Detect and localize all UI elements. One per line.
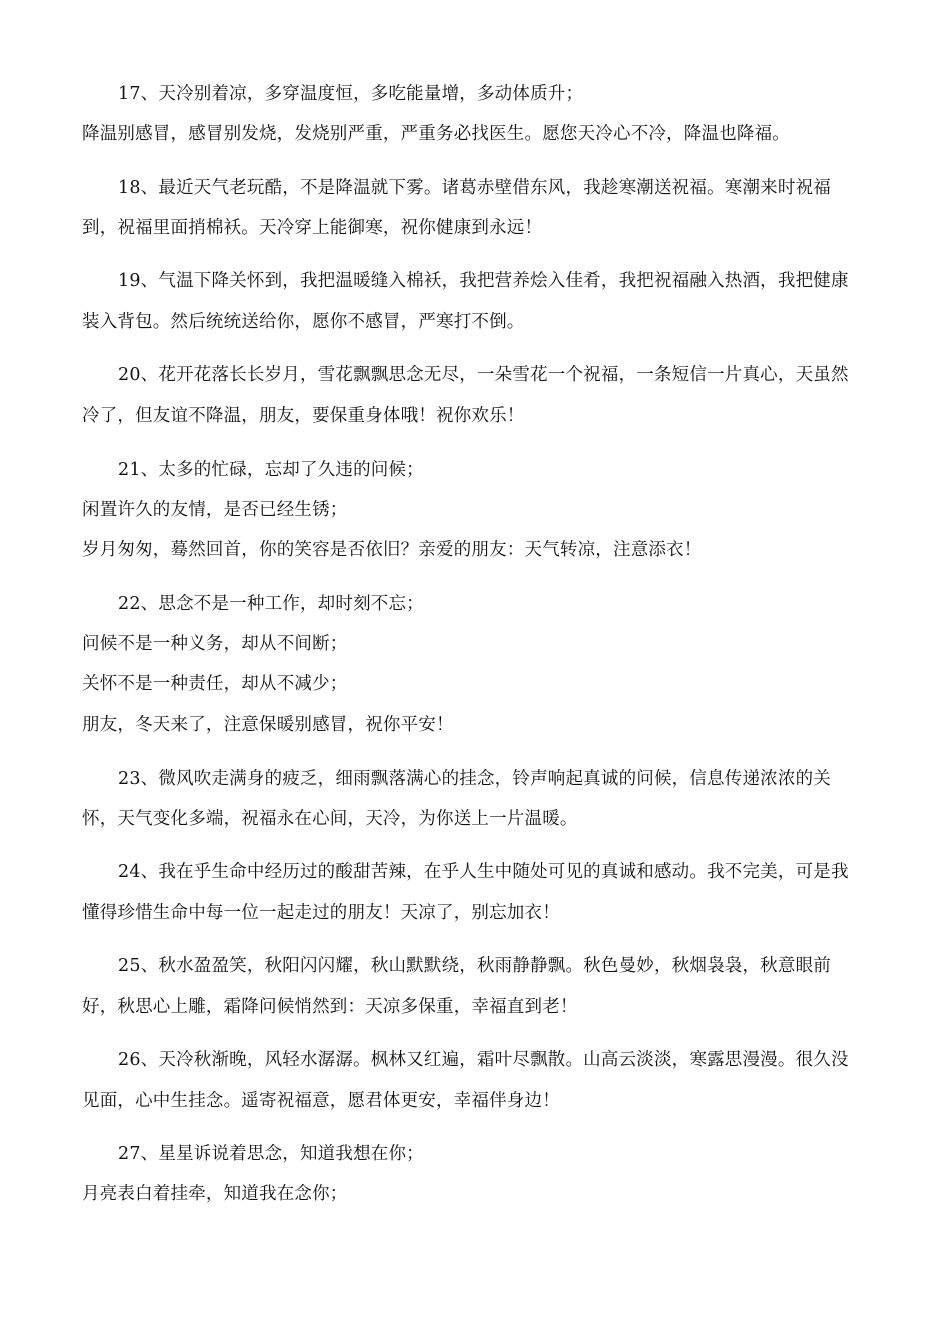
text-line: 好，秋思心上雕，霜降问候悄然到：天凉多保重，幸福直到老！ (82, 997, 578, 1017)
text-line: 21、太多的忙碌，忘却了久违的问候； (118, 460, 424, 480)
text-line: 26、天冷秋渐晚，风轻水潺潺。枫林又红遍，霜叶尽飘散。山高云淡淡，寒露思漫漫。很久没 (118, 1050, 849, 1070)
text-line: 22、思念不是一种工作，却时刻不忘； (118, 594, 424, 614)
text-line: 月亮表白着挂牵，知道我在念你； (82, 1184, 348, 1204)
text-line: 装入背包。然后统统送给你，愿你不感冒，严寒打不倒。 (82, 312, 525, 332)
text-line: 27、星星诉说着思念，知道我想在你； (118, 1144, 424, 1164)
text-line: 冷了，但友谊不降温，朋友，要保重身体哦！祝你欢乐！ (82, 406, 525, 426)
text-line: 怀，天气变化多端，祝福永在心间，天冷，为你送上一片温暖。 (82, 809, 578, 829)
text-line: 23、微风吹走满身的疲乏，细雨飘落满心的挂念，铃声响起真诚的问候，信息传递浓浓的关 (118, 769, 831, 789)
text-line: 17、天冷别着凉，多穿温度恒，多吃能量增，多动体质升； (118, 84, 584, 104)
text-line: 20、花开花落长长岁月，雪花飘飘思念无尽，一朵雪花一个祝福，一条短信一片真心，天虽然 (118, 365, 849, 385)
text-line: 闲置许久的友情，是否已经生锈； (82, 500, 348, 520)
text-line: 问候不是一种义务，却从不间断； (82, 634, 348, 654)
text-line: 降温别感冒，感冒别发烧，发烧别严重，严重务必找医生。愿您天冷心不冷，降温也降福。 (82, 124, 790, 144)
text-line: 18、最近天气老玩酷，不是降温就下雾。诸葛赤壁借东风，我趁寒潮送祝福。寒潮来时祝福 (118, 178, 831, 198)
text-line: 到，祝福里面捎棉袄。天冷穿上能御寒，祝你健康到永远！ (82, 218, 543, 238)
text-line: 朋友，冬天来了，注意保暖别感冒，祝你平安！ (82, 715, 454, 735)
text-line: 19、气温下降关怀到，我把温暖缝入棉袄，我把营养烩入佳肴，我把祝福融入热酒，我把健康 (118, 271, 849, 291)
text-line: 25、秋水盈盈笑，秋阳闪闪耀，秋山默默绕，秋雨静静飘。秋色曼妙，秋烟袅袅，秋意眼前 (118, 956, 831, 976)
text-line: 懂得珍惜生命中每一位一起走过的朋友！天凉了，别忘加衣！ (82, 903, 560, 923)
text-line: 见面，心中生挂念。遥寄祝福意，愿君体更安，幸福伴身边！ (82, 1091, 560, 1111)
text-line: 24、我在乎生命中经历过的酸甜苦辣，在乎人生中随处可见的真诚和感动。我不完美，可是我 (118, 862, 849, 882)
text-line: 岁月匆匆，蓦然回首，你的笑容是否依旧？亲爱的朋友：天气转凉，注意添衣！ (82, 540, 702, 560)
text-line: 关怀不是一种责任，却从不减少； (82, 674, 348, 694)
